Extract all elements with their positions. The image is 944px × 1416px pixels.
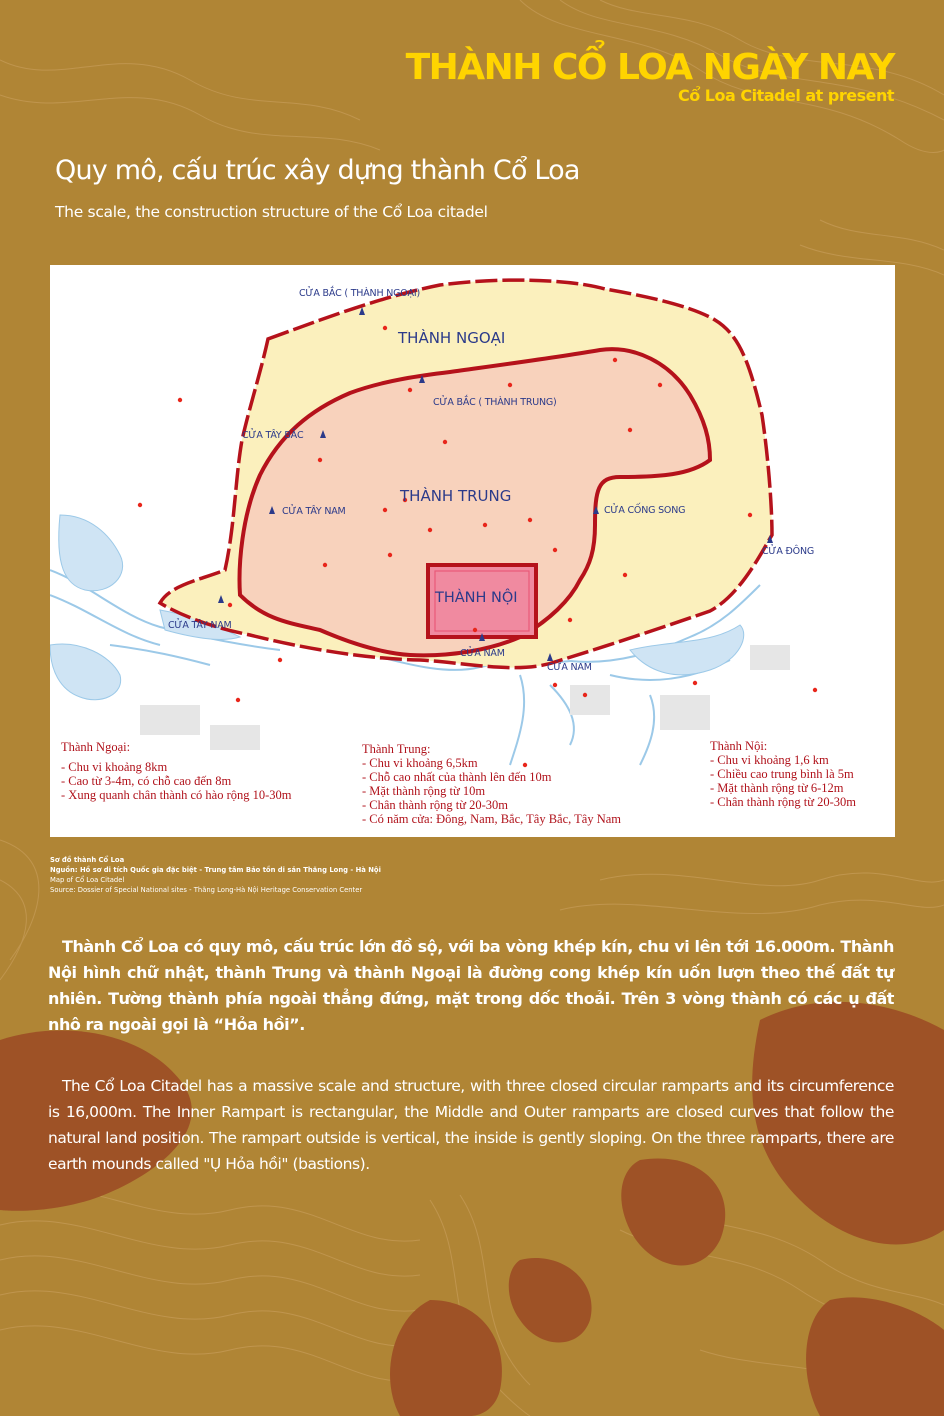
note-inner-item: - Chân thành rộng từ 20-30m xyxy=(710,795,856,809)
note-middle-item: - Chân thành rộng từ 20-30m xyxy=(362,798,508,812)
zone-label-middle: THÀNH TRUNG xyxy=(400,487,512,505)
note-outer-item: - Xung quanh chân thành có hào rộng 10-30m xyxy=(61,788,292,802)
caption-title-en: Map of Cổ Loa Citadel xyxy=(50,876,125,884)
note-outer-item: - Chu vi khoảng 8km xyxy=(61,760,168,774)
gate-label-cua-cong-song: CỬA CỐNG SONG xyxy=(604,505,686,516)
note-outer-item: - Cao từ 3-4m, có chỗ cao đến 8m xyxy=(61,774,232,788)
gate-label-cua-bac-ngoai: CỬA BẮC ( THÀNH NGOẠI) xyxy=(299,288,420,299)
note-outer xyxy=(61,740,292,802)
note-inner-item: - Mặt thành rộng từ 6-12m xyxy=(710,781,844,795)
note-outer-title: Thành Ngoại: xyxy=(61,740,131,754)
title-en: Cổ Loa Citadel at present xyxy=(677,86,894,105)
body-paragraph-en: The Cổ Loa Citadel has a massive scale and structure, with three closed circular ramparts and its circumference is 16,000m. The Inner Rampart is rectangular, the Middle and Outer ramparts are closed curves that follow the natural land position. The rampart outside is vertical, the inside is gently sloping. On the three ramparts, there are earth mounds called "Ụ Hỏa hồi" (bastions). xyxy=(48,1077,894,1173)
note-inner xyxy=(710,739,856,809)
section-title-en: The scale, the construction structure of the Cổ Loa citadel xyxy=(55,203,488,221)
map-caption xyxy=(50,855,381,895)
body-paragraph-vn: Thành Cổ Loa có quy mô, cấu trúc lớn đồ sộ, với ba vòng khép kín, chu vi lên tới 16.000m. Thành Nội hình chữ nhật, thành Trung và thành Ngoại là đường cong khép kín uốn lượn theo thế đất tự nhiên. Tường thành phía ngoài thẳng đứng, mặt trong dốc thoải. Trên 3 vòng thành có các ụ đất nhô ra ngoài gọi là “Hỏa hồi”. xyxy=(48,937,894,1034)
gate-label-cua-dong: CỬA ĐÔNG xyxy=(762,546,815,557)
caption-source-en: Source: Dossier of Special National sites - Thăng Long-Hà Nội Heritage Conservation Center xyxy=(50,886,363,894)
poster-title xyxy=(406,48,894,105)
citadel-map xyxy=(50,265,895,837)
note-inner-item: - Chu vi khoảng 1,6 km xyxy=(710,753,829,767)
note-middle-item: - Có năm cửa: Đông, Nam, Bắc, Tây Bắc, Tây Nam xyxy=(362,812,622,826)
gate-label-cua-nam-ngoai: CỬA NAM xyxy=(547,662,592,673)
title-vn: THÀNH CỔ LOA NGÀY NAY xyxy=(405,47,894,88)
gate-label-cua-tay-nam-trung: CỬA TÂY NAM xyxy=(282,506,346,517)
note-middle-title: Thành Trung: xyxy=(362,742,431,756)
note-middle-item: - Chỗ cao nhất của thành lên đến 10m xyxy=(362,770,552,784)
zone-label-inner: THÀNH NỘI xyxy=(435,590,518,606)
gate-label-cua-nam-noi: CỬA NAM xyxy=(460,648,505,659)
note-middle-item: - Mặt thành rộng từ 10m xyxy=(362,784,486,798)
caption-title-vn: Sơ đồ thành Cổ Loa xyxy=(50,856,125,864)
gate-label-cua-tay-nam-ngoai: CỬA TÂY NAM xyxy=(168,620,232,631)
zone-label-outer: THÀNH NGOẠI xyxy=(398,329,506,347)
section-title-vn: Quy mô, cấu trúc xây dựng thành Cổ Loa xyxy=(55,155,580,186)
note-inner-title: Thành Nội: xyxy=(710,739,768,753)
note-inner-item: - Chiều cao trung bình là 5m xyxy=(710,767,854,781)
gate-label-cua-bac-trung: CỬA BẮC ( THÀNH TRUNG) xyxy=(433,397,557,408)
gate-label-cua-tay-bac: CỬA TÂY BẮC xyxy=(242,430,304,441)
caption-source-vn: Nguồn: Hồ sơ di tích Quốc gia đặc biệt - Trung tâm Bảo tồn di sản Thăng Long - Hà Nội xyxy=(50,866,381,874)
note-middle xyxy=(362,742,621,826)
note-middle-item: - Chu vi khoảng 6,5km xyxy=(362,756,478,770)
